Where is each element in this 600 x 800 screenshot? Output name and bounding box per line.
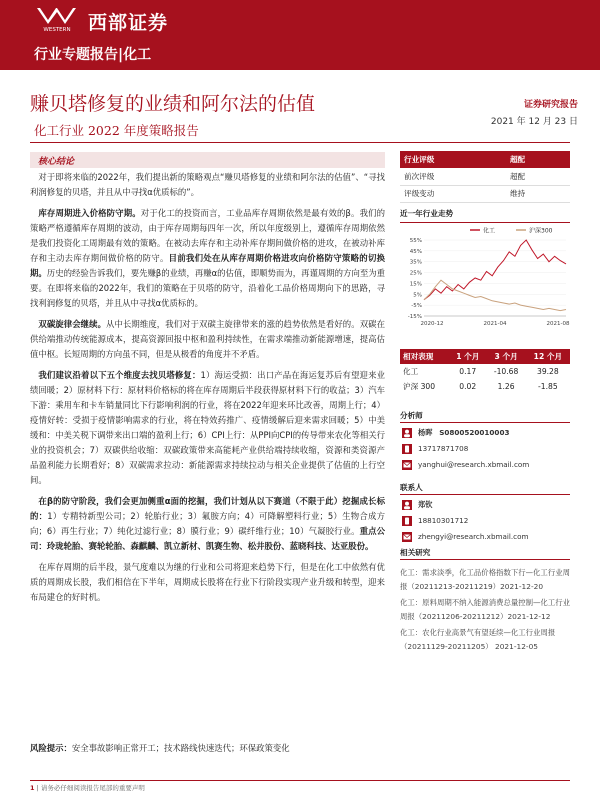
paragraph-highlight: 目前我们处在从库存周期价格进攻向价格防守策略的切换期。	[30, 253, 386, 278]
paragraph-lead: 库存周期进入价格防守期。	[38, 208, 141, 218]
related-rule	[400, 559, 570, 560]
contact-heading: 联系人	[400, 483, 423, 492]
report-header	[0, 0, 600, 70]
rating-row	[400, 168, 570, 185]
western-securities-logo-icon	[34, 6, 80, 32]
performance-cell: 沪深 300	[403, 382, 436, 391]
key-companies: 玲珑轮胎、赛轮轮胎、森麒麟、凯立新材、凯赛生物、松井股份、蓝晓科技、达亚股份。	[46, 541, 374, 551]
performance-cell: 39.28	[536, 367, 559, 376]
contact-phone: 18810301712	[418, 516, 469, 525]
y-tick-label: 45%	[409, 248, 422, 255]
page-subtitle: 化工行业 2022 年度策略报告	[34, 123, 199, 138]
trend-chart-title: 近一年行业走势	[400, 209, 454, 218]
contact-phone-row	[400, 513, 570, 529]
phone-icon	[402, 516, 412, 526]
analyst-rule	[400, 422, 570, 423]
x-tick-label: 2021-04	[483, 321, 507, 327]
x-tick-label: 2021-08	[546, 321, 570, 327]
performance-row	[400, 379, 570, 394]
paragraph-alpha-tracks	[30, 494, 385, 554]
rating-row	[400, 151, 570, 168]
report-date: 2021 年 12 月 23 日	[490, 117, 578, 127]
contact-email[interactable]: zhengyi@research.xbmail.com	[418, 532, 529, 541]
performance-cell: 1.26	[497, 382, 515, 391]
related-heading: 相关研究	[400, 548, 431, 557]
paragraph-dual-carbon	[30, 317, 385, 362]
paragraph-body: 1）专精特新型公司；2）轮胎行业；3）氟胺方向；4）可降解塑料行业；5）生物合成方向；6）再生行业；7）纯化过滤行业；8）膜行业；9）碳纤维行业；10）气凝胶行业。	[30, 511, 386, 536]
contact-block	[400, 497, 570, 545]
legend-label: 沪深300	[529, 227, 553, 235]
core-section-heading	[30, 152, 385, 168]
brand-name: 西部证券	[88, 12, 169, 34]
paragraph-beta-recovery	[30, 368, 385, 488]
analyst-heading: 分析师	[400, 411, 423, 420]
risk-warning	[30, 742, 385, 754]
series-line	[424, 240, 566, 300]
mail-icon	[402, 460, 412, 470]
performance-header: 1 个月	[449, 349, 486, 364]
rating-value: 超配	[506, 151, 570, 168]
report-type: 行业专题报告|化工	[34, 47, 152, 63]
y-tick-label: 5%	[413, 292, 422, 299]
rating-row	[400, 185, 570, 202]
analyst-phone-row	[400, 441, 570, 457]
phone-icon	[402, 444, 412, 454]
analyst-phone: 13717871708	[418, 444, 469, 453]
analyst-name-row	[400, 425, 570, 441]
paragraph-lead: 双碳旋律会继续。	[38, 319, 107, 329]
rating-value: 超配	[506, 168, 570, 185]
performance-header-row	[400, 349, 570, 364]
footer-rule	[30, 780, 570, 781]
analyst-email[interactable]: yanghui@research.xbmail.com	[418, 460, 530, 469]
contact-email-row[interactable]	[400, 529, 570, 545]
rating-value: 维持	[506, 185, 570, 202]
performance-cell: 0.17	[459, 367, 477, 376]
analyst-email-row[interactable]	[400, 457, 570, 473]
paragraph-lead: 在β的防守阶段，我们会更加侧重α面的挖掘，我们计划从以下赛道（不限于此）挖掘成长标的：	[30, 496, 385, 521]
series-line	[424, 280, 566, 310]
y-tick-label: 55%	[409, 238, 422, 244]
rating-label: 评级变动	[400, 185, 506, 202]
rating-label: 行业评级	[400, 151, 506, 168]
paragraph-body: 从中长期维度，我们对于双碳主旋律带来的涨的趋势依然是看好的。双碳在供给端推动传统能源成本，提高资源回报中枢和盈利持续性，在需求端推动新能源增速，提高估值中枢。长短周期的方向虽不同，但是从极看的角度并不矛盾。	[30, 319, 386, 359]
y-tick-label: -15%	[407, 314, 422, 320]
research-label: 证券研究报告	[523, 100, 578, 110]
key-companies-lead: 重点公司：	[30, 526, 386, 551]
performance-table	[400, 349, 570, 394]
risk-lead: 风险提示：	[30, 743, 72, 753]
trend-chart	[400, 224, 570, 328]
performance-cell: 0.02	[459, 382, 477, 391]
performance-header: 12 个月	[526, 349, 570, 364]
title-divider	[30, 142, 570, 143]
performance-cell: 化工	[403, 367, 419, 376]
mail-icon	[402, 532, 412, 542]
performance-cell: -10.68	[493, 367, 519, 376]
paragraph-outlook: 在库存周期的后半段，景气度难以为继的行业和公司将迎来趋势下行，但是在化工中依然有优质的周期成长股，我们相信在下半年，周期成长股将在行业下行阶段实现产业升级和转型，迎来布局建仓的好时机。	[30, 562, 385, 602]
performance-cell: -1.85	[538, 382, 558, 391]
paragraph-tail: 历史的经验告诉我们，要先赚β的业绩，再赚α的估值，即顺势而为，再谨周期的方向至为重要。在即将来临的2022年，我们的策略在于贝塔的防守，沿着化工品价格周期向下的思路，寻找利润修复的贝塔，并且从中寻找α优质标的。	[30, 268, 385, 308]
performance-header: 相对表现	[400, 349, 449, 364]
performance-header: 3 个月	[487, 349, 526, 364]
paragraph-lead: 我们建议沿着以下五个维度去找贝塔修复：	[38, 370, 201, 380]
page-title: 赚贝塔修复的业绩和阿尔法的估值	[30, 93, 316, 115]
x-tick-label: 2020-12	[420, 321, 444, 327]
person-icon	[402, 428, 412, 438]
y-tick-label: 25%	[409, 270, 422, 277]
paragraph-body: 对于化工的投资而言，工业品库存周期依然是最有效的β。我们的策略严格遵循库存周期的波动，由于库存周期每四年一次，所以年度级别上，遵循库存周期依然是我们投资化工周期最有效的策略。在被动去库存和主动补库存期间做价格的进攻，在被动补库存和主动去库存期间做价格的防守。	[30, 208, 386, 263]
logo-text: WESTERN	[43, 27, 71, 32]
contact-name-row	[400, 497, 570, 513]
related-research-item[interactable]: 化工：农化行业高景气有望延续—化工行业周报（20211129-20211205） 2021-12-05	[400, 628, 556, 651]
person-icon	[402, 500, 412, 510]
contact-rule	[400, 494, 570, 495]
rating-label: 前次评级	[400, 168, 506, 185]
contact-name: 郑钦	[418, 500, 433, 509]
y-tick-label: 15%	[409, 281, 422, 288]
legend-label: 化工	[483, 227, 496, 235]
main-body	[30, 170, 385, 605]
related-research-list	[400, 566, 570, 656]
rating-table	[400, 151, 570, 203]
core-section-heading-text: 核心结论	[38, 157, 75, 167]
footer-note: 请务必仔细阅读报告尾部的重要声明	[40, 784, 145, 792]
risk-body: 安全事故影响正常开工；技术路线快速迭代；环保政策变化	[71, 743, 290, 753]
analyst-block	[400, 425, 570, 473]
performance-row	[400, 364, 570, 379]
page-number: 1	[30, 784, 35, 792]
analyst-name: 杨晖	[418, 428, 433, 437]
related-research-item[interactable]: 化工：需求淡季，化工品价格指数下行—化工行业周报（20211213-20211219）2021-12-20	[400, 568, 570, 591]
y-tick-label: -5%	[411, 303, 422, 310]
analyst-license: S0800520010003	[439, 428, 510, 437]
paragraph-body: 1）海运受损：出口产品在海运复苏后有望迎来业绩回暖；2）原材料下行：原材料价格标的将在库存周期后半段获得原材料下行的收益；3）汽车下游：乘用车和卡车销量同比下行影响利润的行业，将在2022年迎来环比改善，周期上行；4）疫情好转：受损于疫情影响需求的行业，将在特效药推广、疫情缓解后迎来需求回暖；5）中美缓和：中美关税下调带来出口端的盈利上行；6）CPI上行：从PPI向CPI的传导带来农化等相关行业的投资机会；7）双碳供给收缩：双碳政策带来高能耗产业供给端持续收缩，资源和类资源产品盈利能力长期看好；8）双碳需求拉动：新能源需求持续拉动与相关企业提供了估值的上行空间。	[30, 370, 385, 485]
trend-chart-rule	[400, 222, 570, 223]
paragraph-intro: 对于即将来临的2022年，我们提出新的策略观点“赚贝塔修复的业绩和阿尔法的估值”、“寻找利润修复的贝塔，并且从中寻找α优质标的”。	[30, 172, 385, 197]
footer-sep: |	[36, 784, 41, 792]
footer	[30, 783, 145, 792]
related-research-item[interactable]: 化工：原料周期不纳入能源消费总量控制—化工行业周报（20211206-20211212）2021-12-12	[400, 598, 570, 621]
y-tick-label: 35%	[409, 259, 422, 266]
paragraph-inventory-cycle	[30, 206, 385, 311]
